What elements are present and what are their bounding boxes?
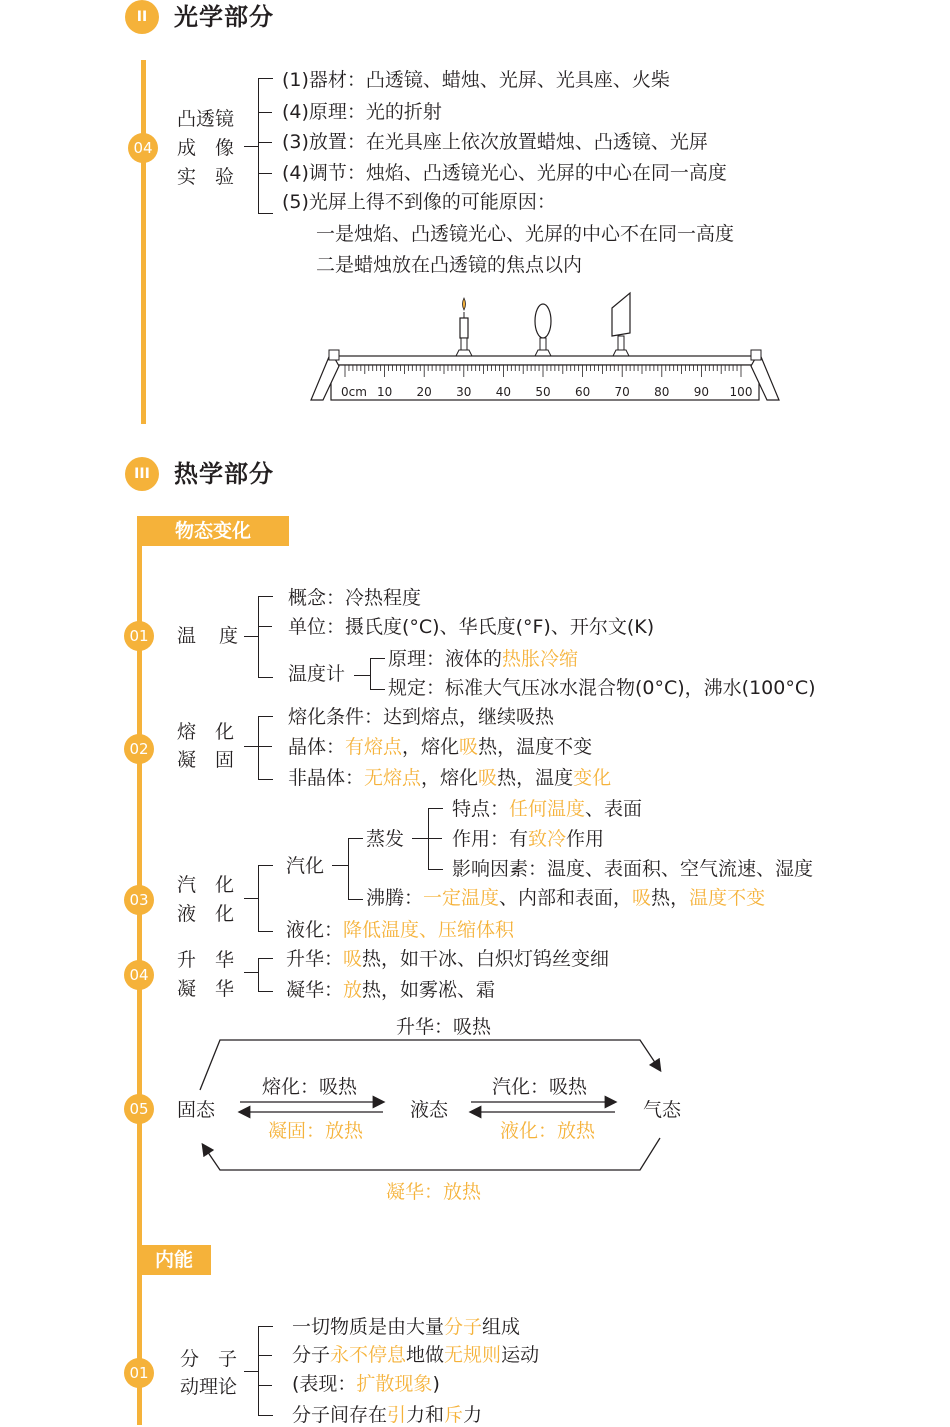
connector	[332, 865, 348, 866]
ruler-tick-label: 100	[729, 385, 753, 399]
label-sublimation: 升华：吸热	[396, 1016, 492, 1038]
evaporation-feature: 特点：任何温度、表面	[452, 798, 643, 820]
topic-label: 液 化	[177, 903, 235, 925]
optics-line: (4)原理：光的折射	[282, 101, 442, 123]
bracket	[258, 596, 273, 678]
ruler-tick-label: 90	[693, 385, 710, 399]
item-badge-01: 01	[124, 621, 154, 651]
item-badge-02: 02	[124, 734, 154, 764]
item-badge-05: 05	[124, 1094, 154, 1124]
topic-label: 实 验	[177, 166, 235, 188]
ruler-tick-label: 80	[654, 385, 670, 399]
connector	[244, 146, 258, 147]
connector	[244, 972, 258, 973]
molecule-line: 分子间存在引力和斥力	[292, 1404, 483, 1426]
thermometer-principle: 原理：液体的热胀冷缩	[388, 648, 579, 670]
bracket	[258, 716, 273, 780]
bracket	[258, 1326, 273, 1416]
ruler-tick-label: 70	[614, 385, 630, 399]
light-screen	[612, 293, 630, 350]
connector	[412, 838, 428, 839]
vaporization-label: 汽化	[286, 855, 325, 877]
temp-concept: 概念：冷热程度	[288, 587, 422, 609]
label-freezing: 凝固：放热	[268, 1120, 364, 1142]
bracket	[348, 838, 363, 900]
amorphous-line: 非晶体：无熔点，熔化吸热，温度变化	[288, 767, 612, 789]
evaporation-factors: 影响因素：温度、表面积、空气流速、湿度	[452, 858, 814, 880]
state-gas: 气态	[643, 1099, 682, 1121]
thermometer-rule: 规定：标准大气压冰水混合物(0°C)，沸水(100°C)	[388, 677, 816, 699]
ruler-tick-label: 50	[535, 385, 551, 399]
melting-condition: 熔化条件：达到熔点，继续吸热	[288, 706, 555, 728]
bracket	[370, 658, 385, 690]
topic-label: 度	[219, 625, 239, 647]
bracket	[258, 865, 273, 932]
topic-label: 动理论	[180, 1376, 238, 1398]
state-liquid: 液态	[410, 1099, 449, 1121]
item-badge-04: 04	[128, 133, 158, 163]
optics-line: (5)光屏上得不到像的可能原因：	[282, 191, 556, 213]
subsection-tag: 内能	[137, 1245, 211, 1275]
evaporation-label: 蒸发	[366, 828, 405, 850]
molecule-line: 分子永不停息地做无规则运动	[292, 1344, 540, 1366]
crystal-line: 晶体：有熔点，熔化吸热，温度不变	[288, 736, 593, 758]
optics-line: (3)放置：在光具座上依次放置蜡烛、凸透镜、光屏	[282, 131, 708, 153]
topic-label: 熔 化	[177, 721, 235, 743]
bracket	[258, 958, 273, 992]
bracket	[428, 808, 443, 870]
item-badge-03: 03	[124, 885, 154, 915]
topic-label: 温	[177, 625, 197, 647]
topic-label: 成 像	[177, 137, 235, 159]
topic-label: 凸透镜	[177, 108, 235, 130]
state-solid: 固态	[177, 1099, 216, 1121]
connector	[258, 112, 272, 113]
label-vaporization: 汽化：吸热	[492, 1076, 588, 1098]
liquefaction-line: 液化：降低温度、压缩体积	[286, 919, 515, 941]
item-badge-01: 01	[124, 1358, 154, 1388]
bracket	[258, 78, 273, 214]
subsection-tag: 物态变化	[137, 516, 289, 546]
connector	[244, 898, 258, 899]
connector	[258, 746, 272, 747]
ruler-tick-label: 40	[495, 385, 512, 399]
topic-label: 凝 华	[177, 978, 235, 1000]
optics-line: (1)器材：凸透镜、蜡烛、光屏、光具座、火柴	[282, 69, 670, 91]
connector	[354, 675, 370, 676]
optics-subline: 二是蜡烛放在凸透镜的焦点以内	[316, 254, 583, 276]
candle	[460, 298, 468, 350]
label-liquefaction: 液化：放热	[500, 1120, 596, 1142]
section-badge-thermal: III	[125, 457, 159, 491]
connector	[244, 1371, 258, 1372]
ruler-tick-label: 20	[416, 385, 432, 399]
section-title-optics: 光学部分	[174, 3, 274, 31]
topic-label: 分 子	[180, 1348, 238, 1370]
temp-unit: 单位：摄氏度(°C)、华氏度(°F)、开尔文(K)	[288, 616, 655, 638]
topic-label: 升 华	[177, 949, 235, 971]
optical-bench-illustration	[305, 288, 795, 408]
sublimation-line: 升华：吸热，如干冰、白炽灯钨丝变细	[286, 948, 610, 970]
connector	[258, 142, 272, 143]
topic-label: 汽 化	[177, 874, 235, 896]
label-melting: 熔化：吸热	[262, 1076, 358, 1098]
ruler-tick-label: 0cm	[341, 385, 367, 399]
optics-line: (4)调节：烛焰、凸透镜光心、光屏的中心在同一高度	[282, 162, 727, 184]
section-title-thermal: 热学部分	[174, 460, 274, 488]
connector	[244, 746, 258, 747]
item-badge-04: 04	[124, 960, 154, 990]
ruler-tick-label: 60	[574, 385, 591, 399]
connector	[258, 1385, 272, 1386]
optics-subline: 一是烛焰、凸透镜光心、光屏的中心不在同一高度	[316, 223, 735, 245]
topic-label: 凝 固	[177, 749, 235, 771]
connector	[258, 173, 272, 174]
connector	[258, 1355, 272, 1356]
label-deposition: 凝华：放热	[386, 1181, 482, 1203]
ruler-tick-label: 10	[376, 385, 393, 399]
boiling-line: 沸腾：一定温度、内部和表面，吸热，温度不变	[366, 887, 766, 909]
connector	[428, 838, 442, 839]
section-badge-optics: II	[125, 0, 159, 34]
deposition-line: 凝华：放热，如雾凇、霜	[286, 979, 496, 1001]
thermometer-label: 温度计	[288, 663, 346, 685]
molecule-line: 一切物质是由大量分子组成	[292, 1316, 521, 1338]
lens	[535, 304, 551, 350]
evaporation-effect: 作用：有致冷作用	[452, 828, 605, 850]
connector	[244, 636, 258, 637]
molecule-line: (表现：扩散现象)	[292, 1373, 440, 1395]
ruler-tick-label: 30	[456, 385, 472, 399]
connector	[258, 626, 272, 627]
timeline-line	[141, 60, 146, 424]
